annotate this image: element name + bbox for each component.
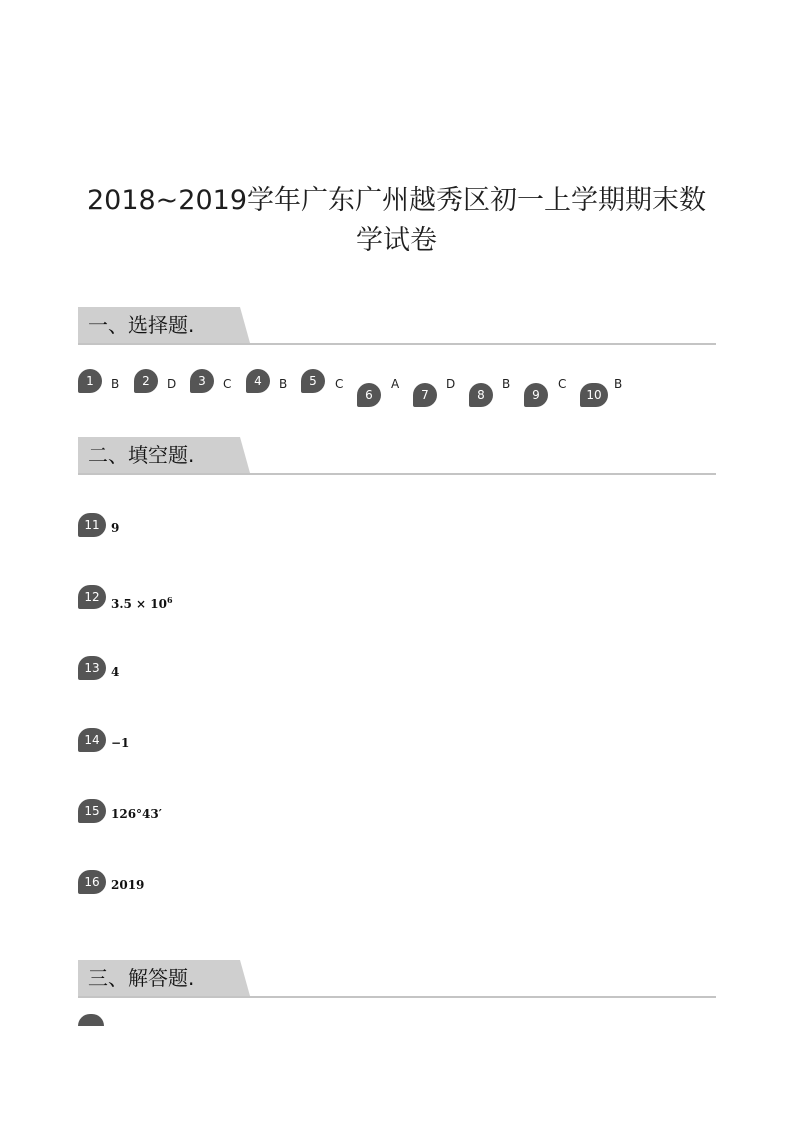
choice-answer: B xyxy=(279,377,288,391)
section-title-choice: 一、选择题. xyxy=(88,313,195,337)
choice-answer: B xyxy=(614,377,623,391)
question-number-badge: 1 xyxy=(78,369,102,393)
question-number-badge: 16 xyxy=(78,870,106,894)
fill-answer: $3.5 \times 10^6$ xyxy=(111,595,173,611)
fill-answer: 4 xyxy=(111,665,120,679)
exponent: 6 xyxy=(167,595,173,605)
section-divider xyxy=(78,996,716,998)
choice-answer: B xyxy=(502,377,511,391)
choice-answer: D xyxy=(446,377,456,391)
fill-answer: 9 xyxy=(111,521,120,535)
fill-answer: 2019 xyxy=(111,878,145,892)
choice-answer: B xyxy=(111,377,120,391)
title-line-2: 学试卷 xyxy=(356,225,437,256)
section-choice-header xyxy=(78,307,716,345)
choice-answer: D xyxy=(167,377,177,391)
choice-answer: C xyxy=(558,377,567,391)
question-number-badge: 2 xyxy=(134,369,158,393)
section-fill-header xyxy=(78,437,716,475)
question-number-badge: 6 xyxy=(357,383,381,407)
fill-answer: −1 xyxy=(111,736,130,750)
choice-answer: C xyxy=(335,377,344,391)
question-number-badge: 14 xyxy=(78,728,106,752)
question-number-badge: 12 xyxy=(78,585,106,609)
section-title-solve: 三、解答题. xyxy=(88,966,195,990)
question-number-badge: 7 xyxy=(413,383,437,407)
question-number-badge: 15 xyxy=(78,799,106,823)
question-number-badge: 8 xyxy=(469,383,493,407)
question-number-badge: 3 xyxy=(190,369,214,393)
section-divider xyxy=(78,343,716,345)
section-divider xyxy=(78,473,716,475)
question-number-badge-partial xyxy=(78,1014,104,1026)
question-number-badge: 4 xyxy=(246,369,270,393)
section-solve-header xyxy=(78,960,716,998)
question-number-badge: 11 xyxy=(78,513,106,537)
section-title-fill: 二、填空题. xyxy=(88,443,195,467)
fill-answer: 126°43′ xyxy=(111,807,162,821)
question-number-badge: 13 xyxy=(78,656,106,680)
question-number-badge: 5 xyxy=(301,369,325,393)
choice-answer: A xyxy=(391,377,400,391)
title-line-1: 2018~2019学年广东广州越秀区初一上学期期末数 xyxy=(86,185,707,216)
choice-answer: C xyxy=(223,377,232,391)
question-number-badge: 9 xyxy=(524,383,548,407)
page-title xyxy=(60,181,733,261)
question-number-badge: 10 xyxy=(580,383,608,407)
